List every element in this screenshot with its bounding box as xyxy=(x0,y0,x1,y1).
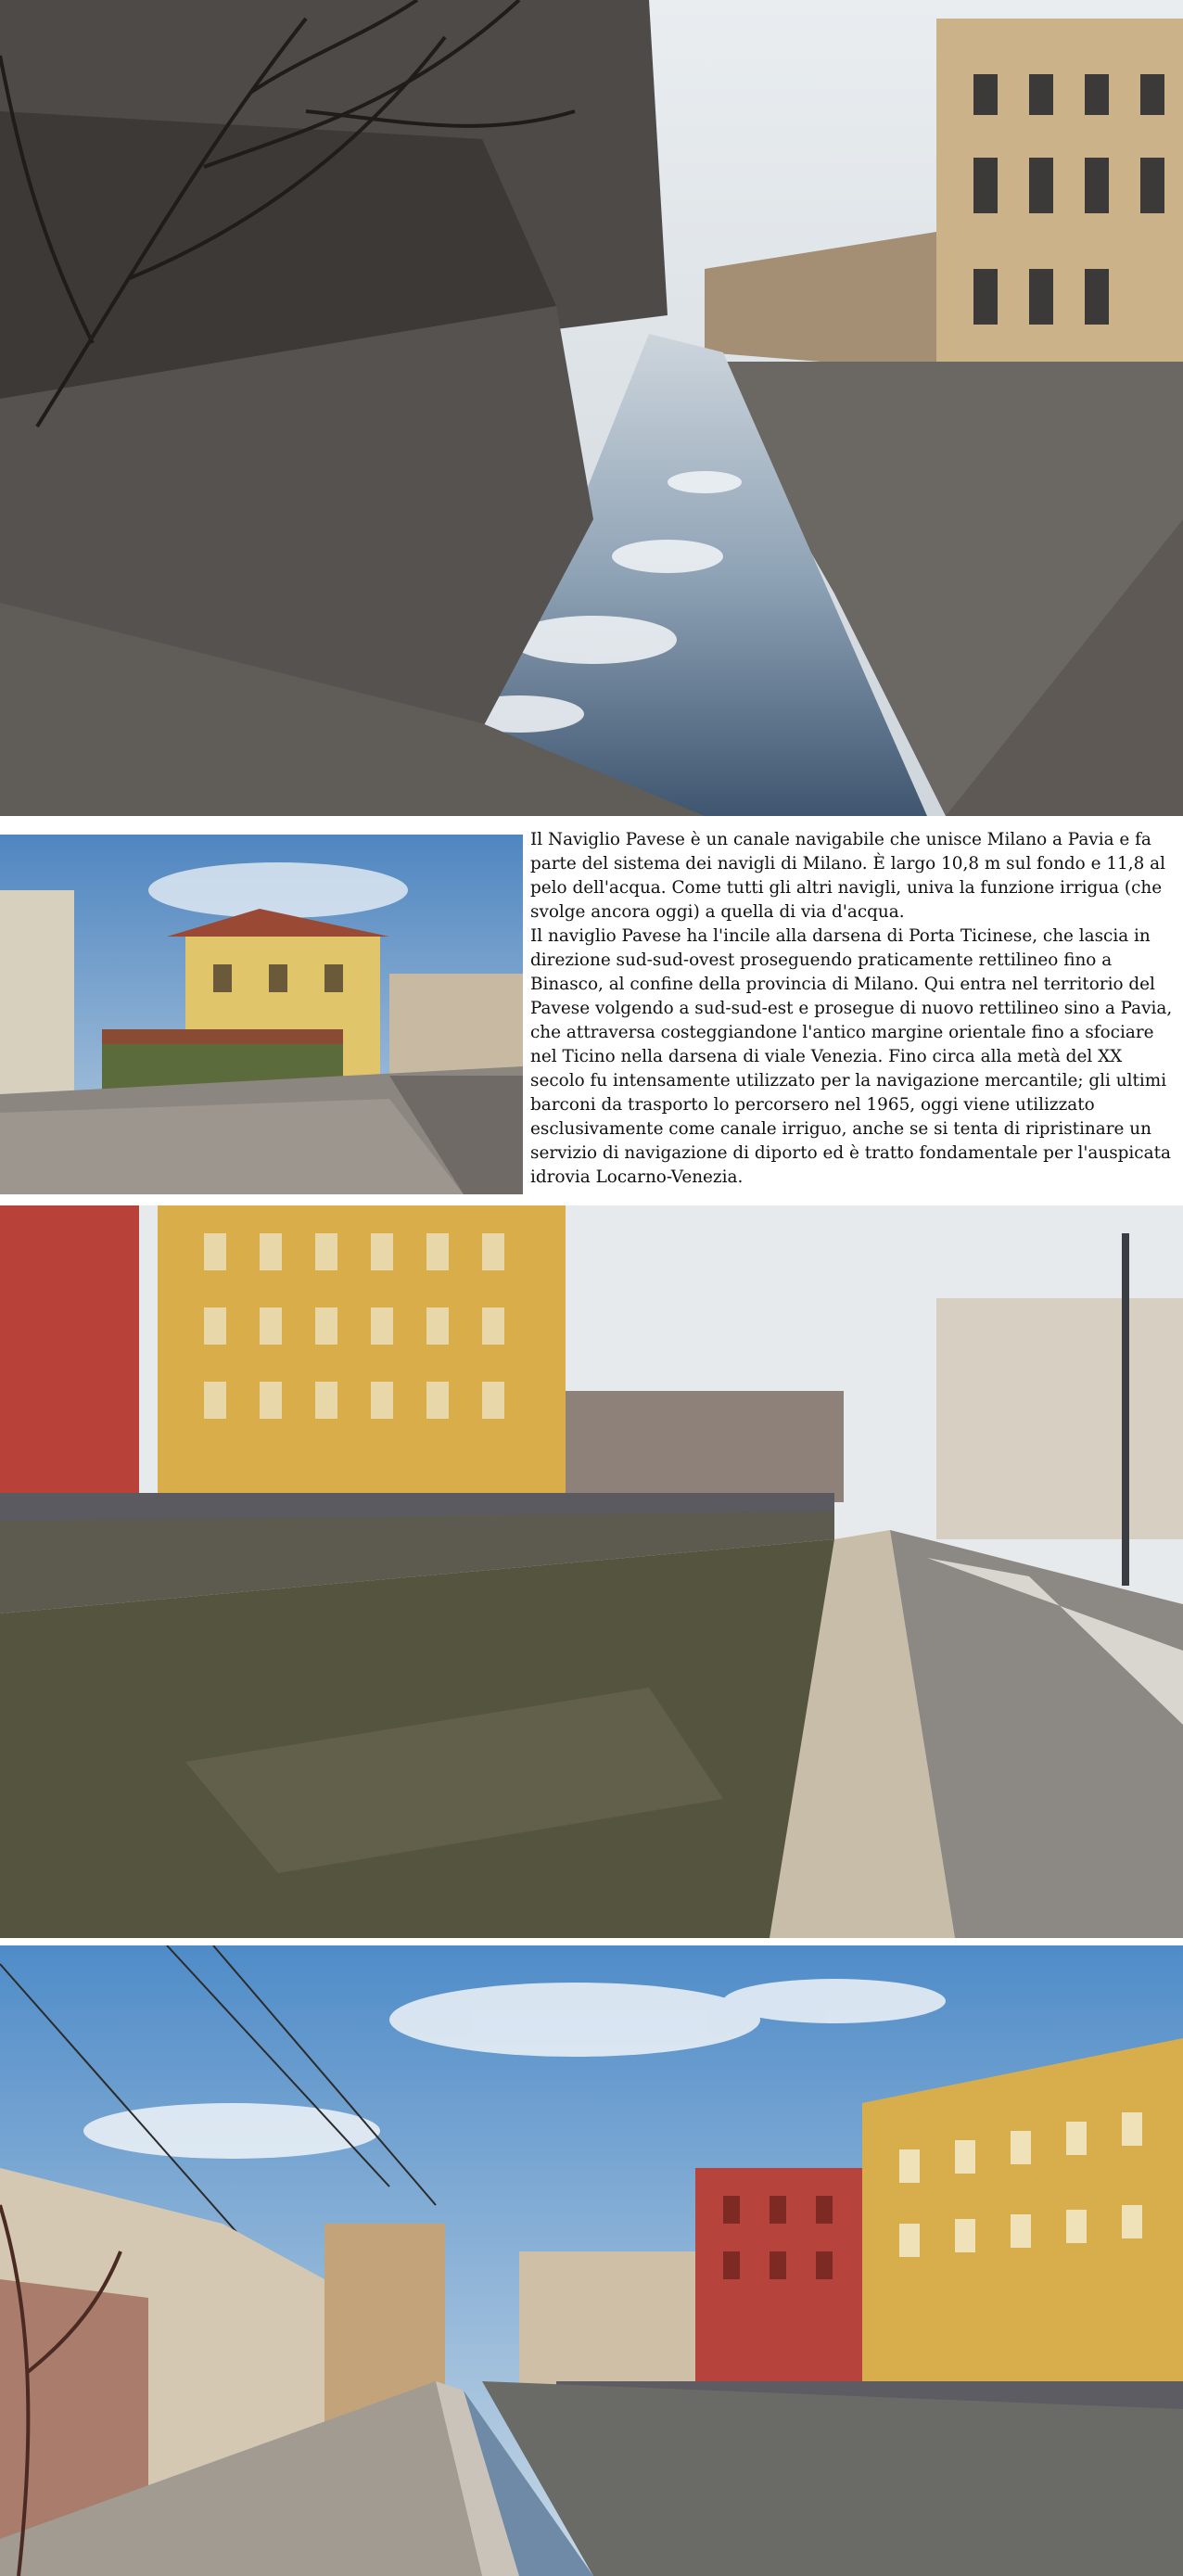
photo-dry-canal xyxy=(0,1205,1183,1938)
photo-canal-reflection xyxy=(0,0,1183,816)
article-paragraph-2: Il naviglio Pavese ha l'incile alla darsena di Porta Ticinese, che lascia in direzione sud-sud-ovest proseguendo praticamente rettilineo fino a Binasco, al confine della provincia di Milano. Qui entra nel territorio del Pavese volgendo a sud-sud-est e prosegue di nuovo rettilineo sino a Pavia, che attraversa costeggiandone l'antico margine orientale fino a sfociare nel Ticino nella darsena di viale Venezia. Fino circa alla metà del XX secolo fu intensamente utilizzato per la navigazione mercantile; gli ultimi barconi da trasporto lo percorsero nel 1965, oggi viene utilizzato esclusivamente come canale irriguo, anche se si tenta di ripristinare un servizio di navigazione di diporto ed è tratto fondamentale per l'auspicata idrovia Locarno-Venezia. xyxy=(530,926,1173,1187)
photo-yellow-house xyxy=(0,835,523,1194)
photo-canal-blue-sky xyxy=(0,1945,1183,2576)
article-paragraph-1: Il Naviglio Pavese è un canale navigabile che unisce Milano a Pavia e fa parte del sistema dei navigli di Milano. È largo 10,8 m sul fondo e 11,8 al pelo dell'acqua. Come tutti gli altri navigli, univa la funzione irrigua (che svolge ancora oggi) a quella di via d'acqua. xyxy=(530,830,1165,922)
article-text xyxy=(530,828,1177,1197)
